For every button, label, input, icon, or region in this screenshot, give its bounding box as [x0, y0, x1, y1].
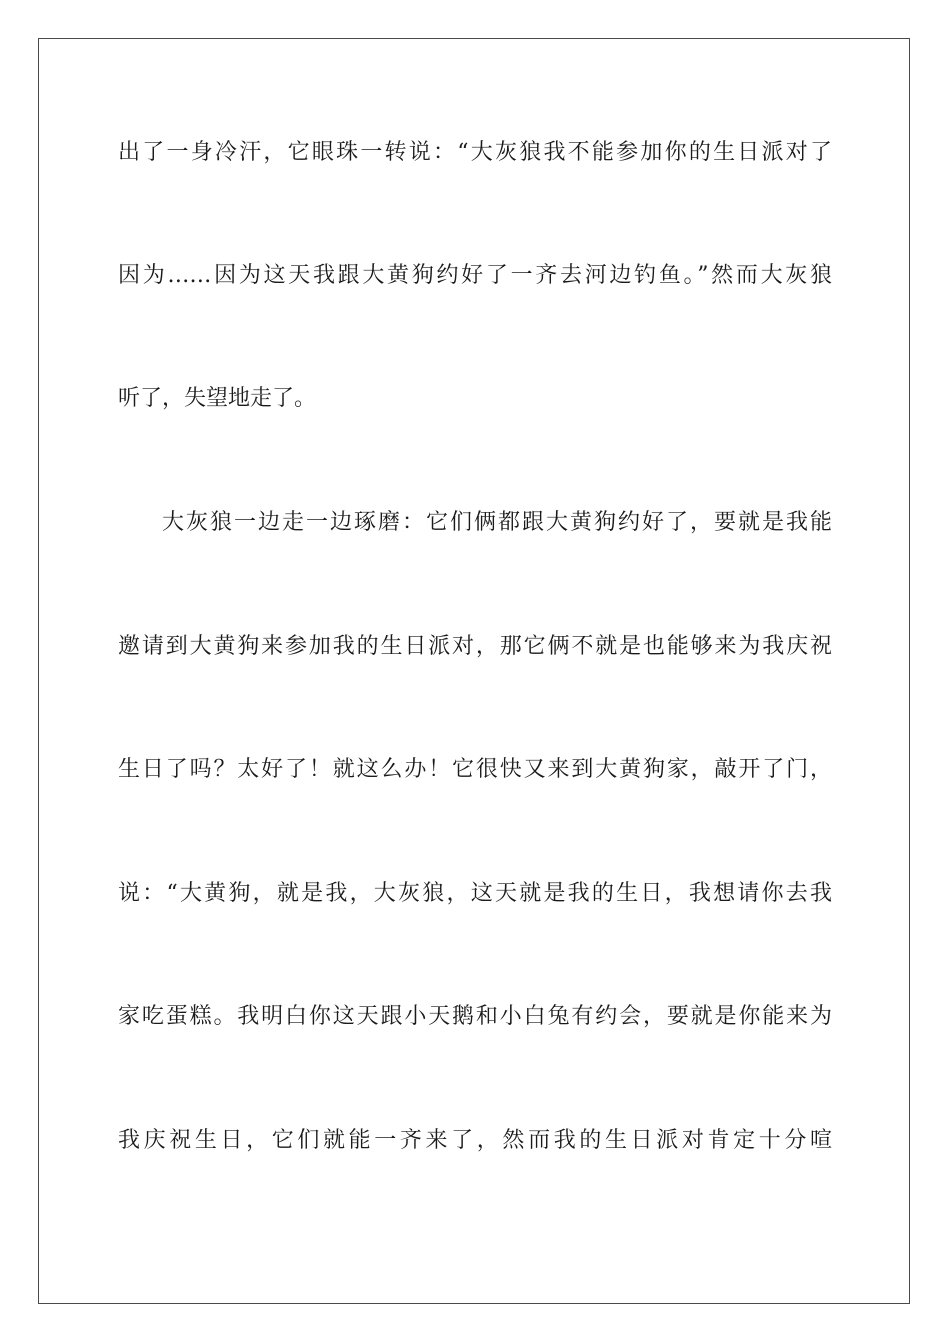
text-line-6: 生日了吗？太好了！就这么办！它很快又来到大黄狗家，敲开了门，: [118, 757, 832, 782]
text-line-1: 出了一身冷汗，它眼珠一转说：“大灰狼我不能参加你的生日派对了: [118, 140, 832, 165]
text-line-4: 大灰狼一边走一边琢磨：它们俩都跟大黄狗约好了，要就是我能: [162, 510, 832, 535]
page-border: [38, 38, 910, 1304]
text-line-7: 说：“大黄狗，就是我，大灰狼，这天就是我的生日，我想请你去我: [118, 881, 832, 906]
text-line-5: 邀请到大黄狗来参加我的生日派对，那它俩不就是也能够来为我庆祝: [118, 634, 832, 659]
text-line-9: 我庆祝生日，它们就能一齐来了，然而我的生日派对肯定十分喧: [118, 1128, 832, 1153]
text-line-2: 因为……因为这天我跟大黄狗约好了一齐去河边钓鱼。”然而大灰狼: [118, 263, 832, 288]
text-line-8: 家吃蛋糕。我明白你这天跟小天鹅和小白兔有约会，要就是你能来为: [118, 1004, 832, 1029]
text-line-3: 听了，失望地走了。: [118, 386, 317, 411]
